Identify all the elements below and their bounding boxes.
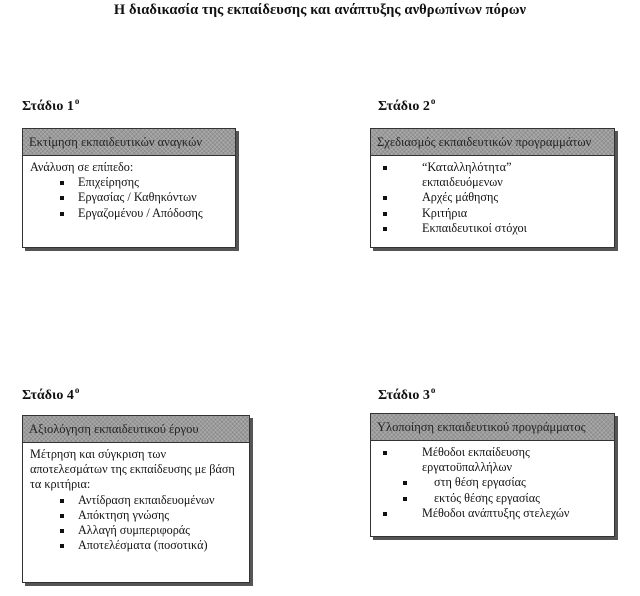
list-item: Εκπαιδευτικοί στόχοι [378, 221, 608, 236]
stage-2-title [378, 96, 435, 115]
stage-1-title [22, 96, 79, 115]
stage-1-label: Στάδιο 1 [22, 99, 74, 114]
list-item: Απόκτηση γνώσης [30, 508, 243, 523]
stage-3-list [378, 445, 608, 521]
stage-1-box [22, 128, 236, 248]
stage-2-ordinal: ο [430, 96, 436, 106]
list-item: Μέθοδοι ανάπτυξης στελεχών [378, 506, 608, 521]
list-item: Επιχείρησης [30, 175, 229, 190]
page-title: Η διαδικασία της εκπαίδευσης και ανάπτυξης ανθρωπίνων πόρων [113, 2, 527, 18]
list-item: Εργασίας / Καθηκόντων [30, 190, 229, 205]
stage-4-box [22, 415, 250, 583]
list-item: Αποτελέσματα (ποσοτικά) [30, 538, 243, 553]
list-item: εκτός θέσης εργασίας [378, 491, 608, 506]
stage-2-header: Σχεδιασμός εκπαιδευτικών προγραμμάτων [371, 129, 614, 156]
list-item: Εργαζομένου / Απόδοσης [30, 206, 229, 221]
stage-1-list [30, 175, 229, 221]
stage-3-label: Στάδιο 3 [378, 388, 430, 403]
list-item: Αλλαγή συμπεριφοράς [30, 523, 243, 538]
stage-4-title [22, 385, 79, 404]
stage-4-body [23, 443, 249, 559]
stage-3-ordinal: ο [430, 385, 436, 395]
stage-2-list [378, 160, 608, 236]
stage-4-intro: Μέτρηση και σύγκριση των αποτελεσμάτων της εκπαίδευσης με βάση τα κριτήρια: [30, 447, 235, 492]
stage-3-box [370, 413, 615, 537]
stage-3-body [371, 441, 614, 527]
list-item: εργατοϋπαλλήλων [422, 460, 513, 475]
stage-2-body [371, 156, 614, 242]
list-item: Κριτήρια [378, 206, 608, 221]
stage-1-ordinal: ο [74, 96, 80, 106]
list-item: εκπαιδευόμενων [422, 175, 503, 190]
stage-2-box [370, 128, 615, 248]
list-item: Αρχές μάθησης [378, 190, 608, 205]
stage-3-header: Υλοποίηση εκπαιδευτικού προγράμματος [371, 414, 614, 441]
list-item: “Καταλληλότητα” [378, 160, 608, 175]
stage-4-label: Στάδιο 4 [22, 388, 74, 403]
stage-1-header: Εκτίμηση εκπαιδευτικών αναγκών [23, 129, 235, 156]
stage-4-ordinal: ο [74, 385, 80, 395]
list-item: Αντίδραση εκπαιδευομένων [30, 493, 243, 508]
stage-4-header: Αξιολόγηση εκπαιδευτικού έργου [23, 416, 249, 443]
stage-2-label: Στάδιο 2 [378, 99, 430, 114]
list-item: Μέθοδοι εκπαίδευσης [378, 445, 608, 460]
stage-4-list [30, 493, 243, 554]
stage-1-intro: Ανάλυση σε επίπεδο: [30, 160, 134, 174]
stage-1-body [23, 156, 235, 227]
list-item: στη θέση εργασίας [378, 475, 608, 490]
stage-3-title [378, 385, 435, 404]
